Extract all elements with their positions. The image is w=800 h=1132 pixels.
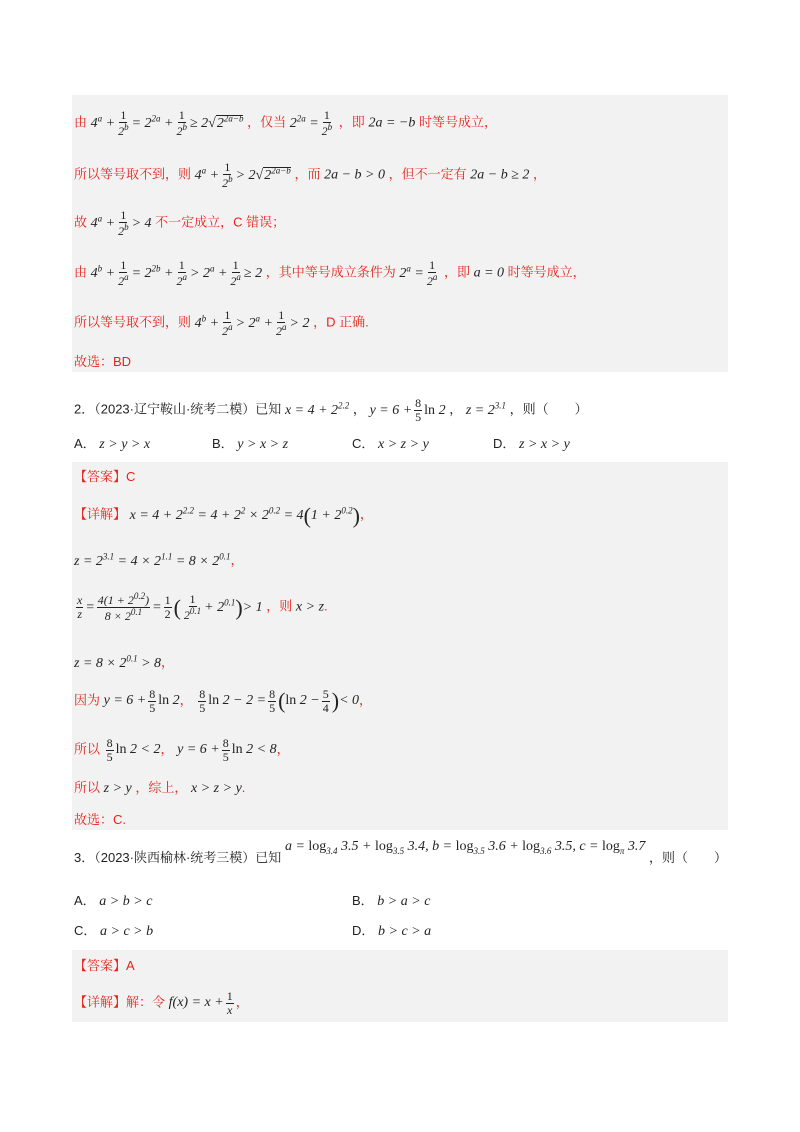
question-2: 2．（2023·辽宁鞍山·统考二模）已知 $x = 4 + 2^{2.2}$ ， y = 6 + $\frac{8}{5}$ ln 2 ， $z = 2^{3.1}$ ，则（ ）	[74, 396, 588, 424]
formula: $x = 4 + 2^{2.2}$	[284, 400, 350, 418]
formula: $z = 8 \times 2^{0.1} > 8$	[74, 653, 162, 671]
option-c[interactable]: C． x > z > y	[352, 436, 429, 452]
detail-3-line-1: 【详解】解：令 f(x) = x + $\frac{1}{x}$ ，	[74, 989, 249, 1017]
option-d[interactable]: D． b > c > a	[352, 923, 432, 939]
solution-line-6: 故选：BD	[74, 354, 132, 369]
formula: $4^b$ + $\frac{1}{2^a}$ > $2^a$ + $\frac{1}{2^a}$ > 2	[194, 308, 310, 338]
formula: $\frac{x}{z}$ = $\frac{4(1 + 2^{0.2})}{8 \times 2^{0.1}}$ = $\frac{1}{2}$ ( $\frac{1}{2^{0.1}}$ + $2^{0.1})> 1$	[77, 591, 263, 623]
formula: $z = 2^{3.1}$	[465, 400, 506, 418]
formula: 2a − b ≥ 2	[470, 167, 530, 183]
formula: y = 6 + $\frac{8}{5}$ ln 2	[369, 396, 446, 424]
formula: x > z > y	[191, 781, 242, 796]
formula: $2^a$ = $\frac{1}{2^a}$	[399, 258, 438, 288]
formula: $4^a$ + $\frac{1}{2^b}$ = $2^{2a}$ + $\frac{1}{2^b}$ ≥ $2√2^{2a-b}$	[90, 108, 244, 138]
formula: $a = \log_{3.4} 3.5 + \log_{3.5} 3.4$, $b = \log_{3.5} 3.6 + \log_{3.6} 3.5$, $c = \log_\pi 3.7$	[284, 839, 646, 856]
question-3: 3．（2023·陕西榆林·统考三模）已知 $a = \log_{3.4} 3.5 + \log_{3.5} 3.4$, $b = \log_{3.5} 3.6 + \log_{3.6} 3.5$, $c = \log_\pi 3.7$ ，则（ ）	[74, 839, 728, 865]
choice-2: 故选：C.	[74, 812, 127, 827]
formula: a = 0	[473, 265, 505, 281]
formula: 2a = −b	[368, 115, 416, 131]
formula: $\frac{8}{5}$ ln 2 < 2	[106, 736, 161, 764]
option-a[interactable]: A． a > b > c	[74, 893, 153, 909]
solution-line-4: 由 $4^b$ + $\frac{1}{2^a}$ = $2^{2b}$ + $\frac{1}{2^a}$ > $2^a$ + $\frac{1}{2^a}$ ≥ 2 ，其中等号成立条件为 $2^a$ = $\frac{1}{2^a}$ ，即 a = 0 时等号成立，	[74, 258, 586, 288]
option-b[interactable]: B． b > a > c	[352, 893, 431, 909]
formula: $z = 2^{3.1} = 4 \times 2^{1.1} = 8 \times 2^{0.1}$	[74, 551, 231, 569]
formula: $\frac{8}{5}$ ln 2 − 2 = $\frac{8}{5}$ (ln 2 − $\frac{5}{4}$ )< 0	[199, 687, 360, 715]
formula: y = 6 + $\frac{8}{5}$ ln 2	[103, 687, 180, 715]
answer-3: 【答案】A	[74, 958, 135, 973]
detail-line-5: 因为 y = 6 + $\frac{8}{5}$ ln 2， $\frac{8}{5}$ ln 2 − 2 = $\frac{8}{5}$ (ln 2 − $\frac{5}{4}$ )< 0，	[74, 687, 373, 715]
answer-2: 【答案】C	[74, 469, 136, 484]
detail-line-7: 所以 z > y ，综上， x > z > y.	[74, 780, 246, 796]
formula: $x = 4 + 2^{2.2} = 4 + 2^2 \times 2^{0.2} = 4(1 + 2^{0.2})$	[129, 502, 360, 528]
detail-line-4: $z = 8 \times 2^{0.1} > 8$，	[74, 653, 175, 671]
option-b[interactable]: B． y > x > z	[212, 436, 289, 452]
formula: $4^b$ + $\frac{1}{2^a}$ = $2^{2b}$ + $\frac{1}{2^a}$ > $2^a$ + $\frac{1}{2^a}$ ≥ 2	[90, 258, 263, 288]
solution-line-3: 故 $4^a$ + $\frac{1}{2^b}$ > 4 不一定成立，C 错误；	[74, 208, 286, 238]
detail-line-2: $z = 2^{3.1} = 4 \times 2^{1.1} = 8 \times 2^{0.1}$，	[74, 551, 244, 569]
formula: $4^a$ + $\frac{1}{2^b}$ > 4	[90, 208, 152, 238]
option-d[interactable]: D． z > x > y	[493, 436, 570, 452]
formula: 2a − b > 0	[324, 167, 385, 183]
solution-line-1: 由 $4^a$ + $\frac{1}{2^b}$ = $2^{2a}$ + $\frac{1}{2^b}$ ≥ $2√2^{2a-b}$ ，仅当 $2^{2a}$ = $\frac{1}{2^b}$ ，即 2a = −b 时等号成立，	[74, 108, 497, 138]
option-c[interactable]: C． a > c > b	[74, 923, 154, 939]
formula: z > y	[103, 781, 132, 796]
formula: $4^a$ + $\frac{1}{2^b}$ > $2√2^{2a-b}$	[194, 160, 291, 190]
formula: x > z	[295, 599, 325, 615]
formula: y = 6 + $\frac{8}{5}$ ln 2 < 8	[177, 736, 277, 764]
formula: $2^{2a}$ = $\frac{1}{2^b}$	[289, 108, 333, 138]
detail-line-3: $\frac{x}{z}$ = $\frac{4(1 + 2^{0.2})}{8 \times 2^{0.1}}$ = $\frac{1}{2}$ ( $\frac{1}{2^{0.1}}$ + $2^{0.1})> 1$ ，则 x > z.	[74, 592, 328, 623]
solution-line-5: 所以等号取不到，则 $4^b$ + $\frac{1}{2^a}$ > $2^a$ + $\frac{1}{2^a}$ > 2 ，D 正确.	[74, 308, 369, 338]
detail-line-6: 所以 $\frac{8}{5}$ ln 2 < 2， y = 6 + $\frac{8}{5}$ ln 2 < 8，	[74, 736, 290, 764]
formula: f(x) = x + $\frac{1}{x}$	[168, 989, 233, 1017]
option-a[interactable]: A． z > y > x	[74, 436, 151, 452]
solution-line-2: 所以等号取不到，则 $4^a$ + $\frac{1}{2^b}$ > $2√2^{2a-b}$ ，而 2a − b > 0 ，但不一定有 2a − b ≥ 2 ，	[74, 160, 547, 190]
detail-line-1: 【详解】 $x = 4 + 2^{2.2} = 4 + 2^2 \times 2^{0.2} = 4(1 + 2^{0.2})$，	[74, 502, 373, 528]
